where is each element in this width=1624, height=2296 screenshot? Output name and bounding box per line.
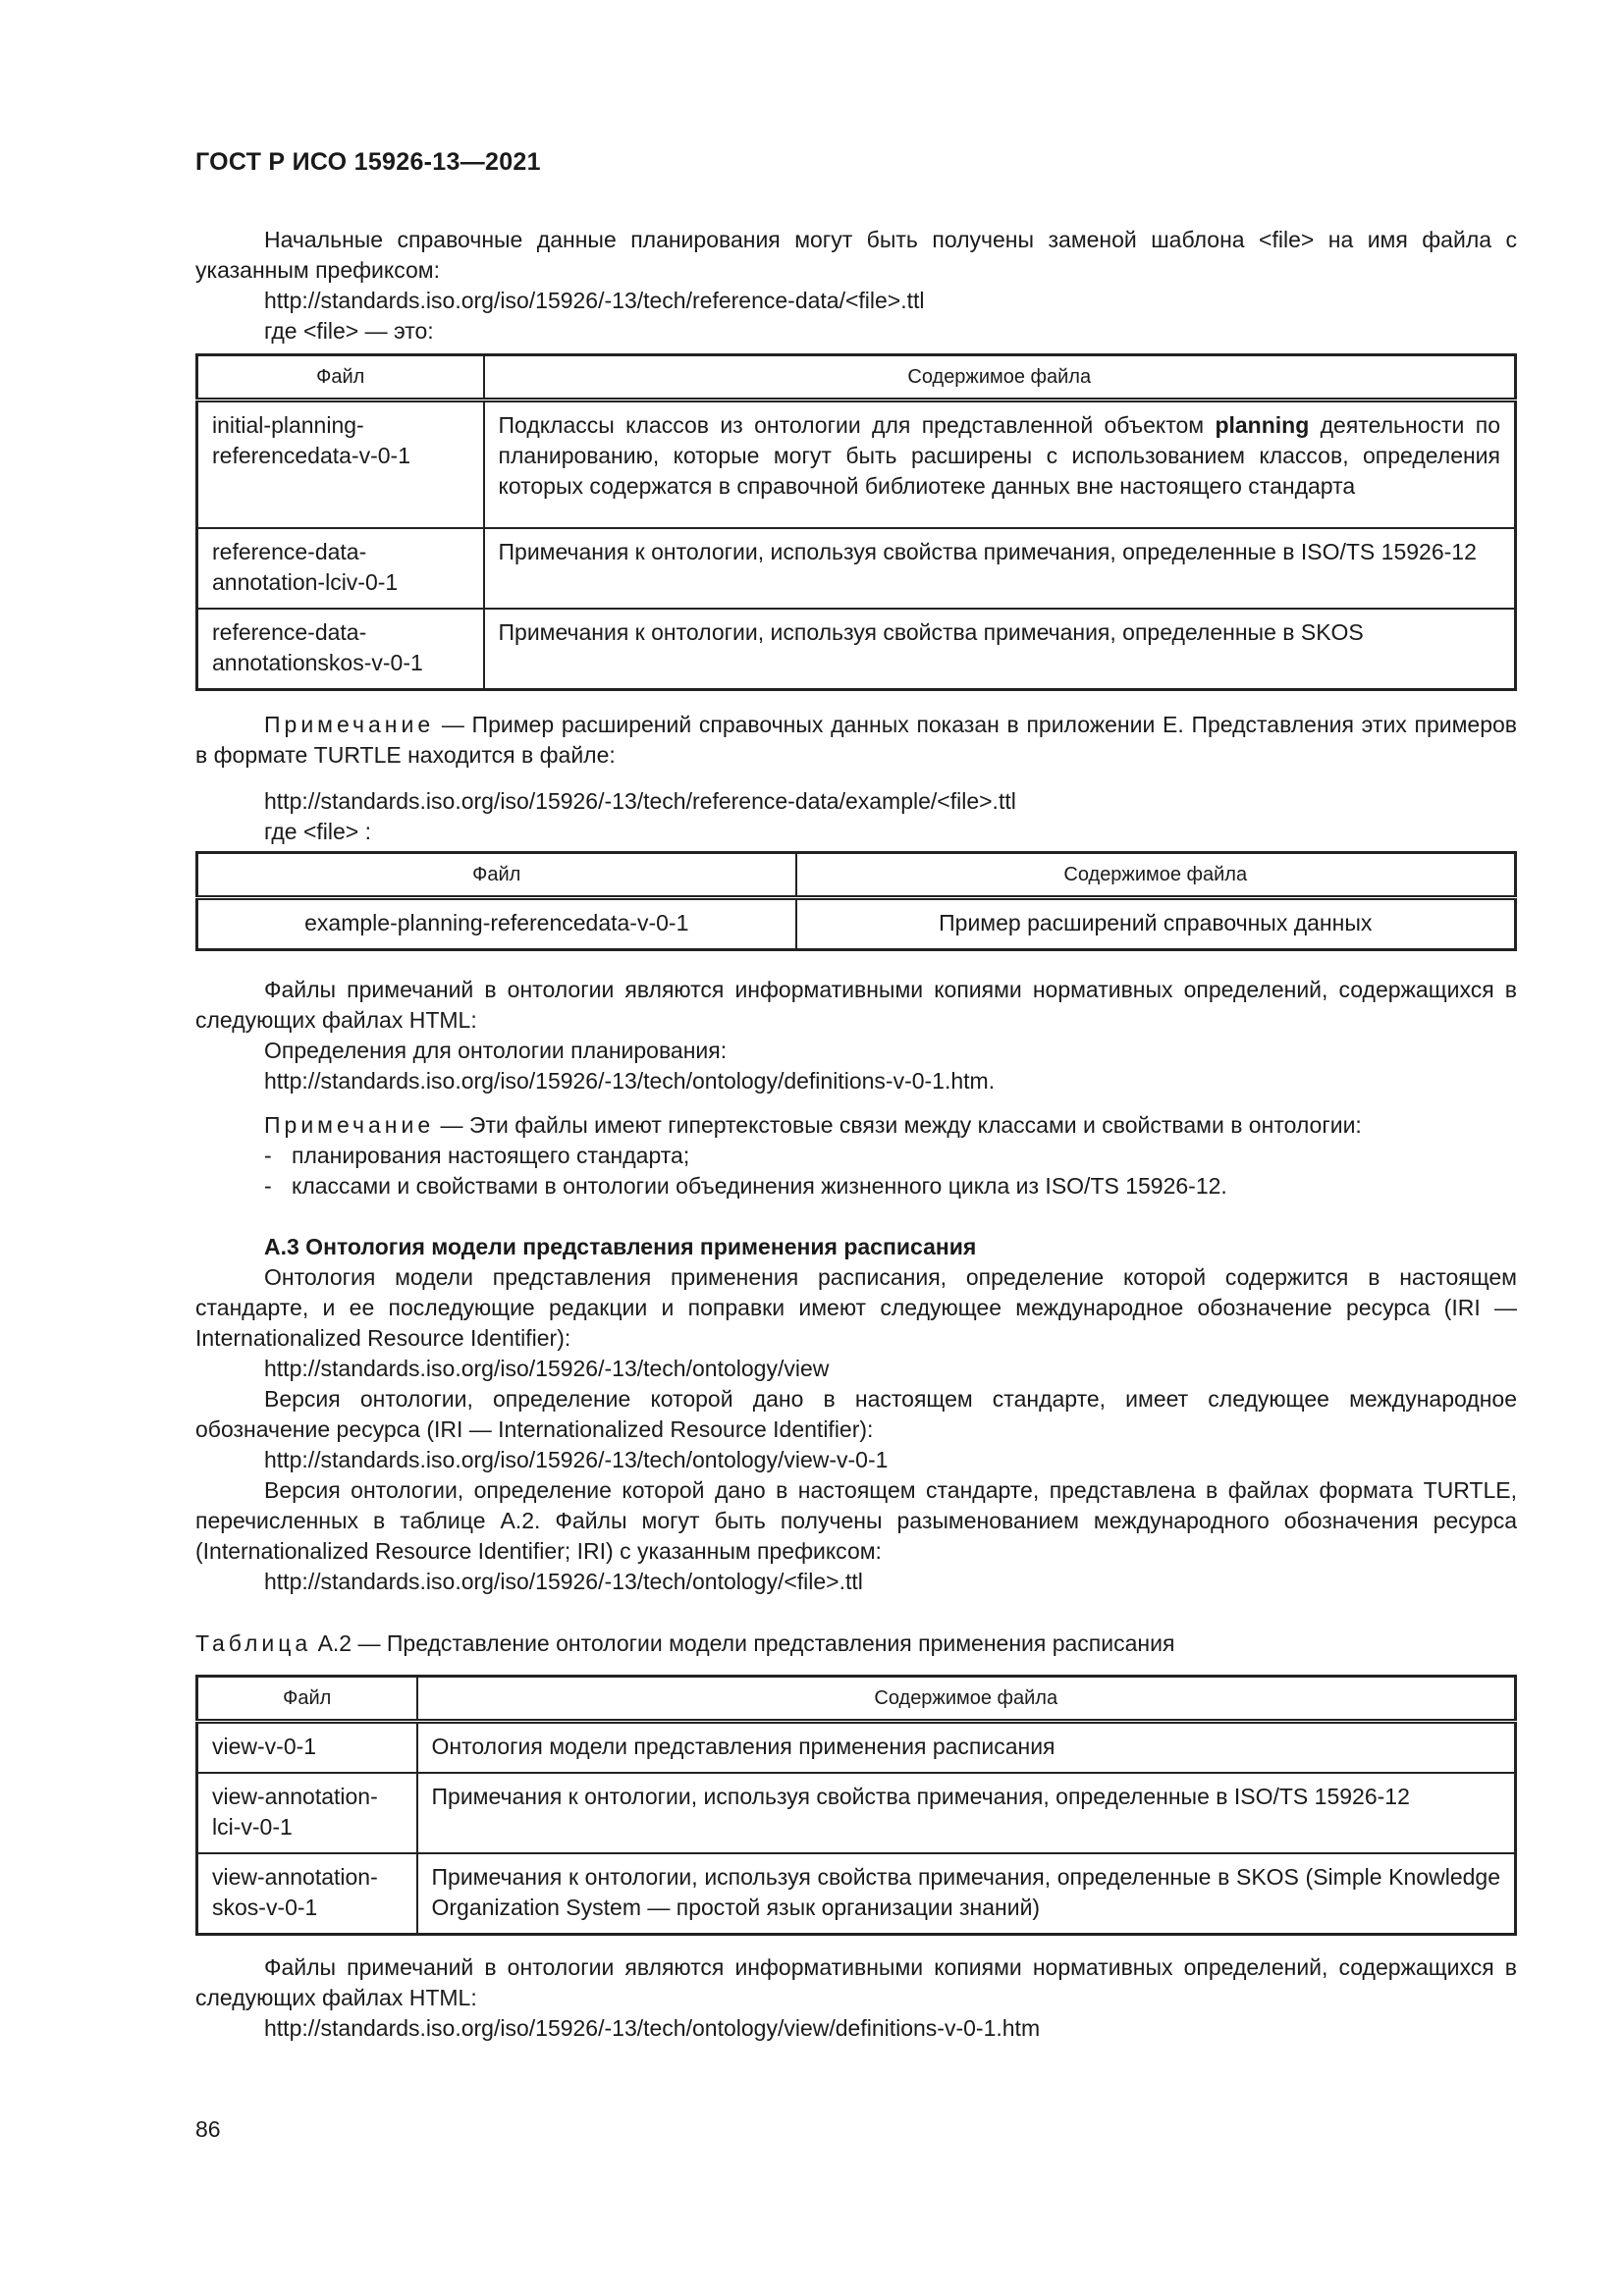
table-cell-file: reference-data-annotation-lciv-0-1 [197, 528, 484, 609]
table-row [197, 898, 1516, 950]
table-cell-file: view-annotation-lci-v-0-1 [197, 1773, 417, 1853]
table3-caption-label: Таблица [195, 1630, 312, 1656]
table-cell-file: example-planning-referencedata-v-0-1 [197, 898, 796, 950]
table2-wrap [195, 851, 1517, 951]
table-cell-file: initial-planning-referencedata-v-0-1 [197, 400, 484, 528]
intro-paragraph: Начальные справочные данные планирования могут быть получены заменой шаблона <file> на имя файла с указанным префиксом: [195, 227, 1517, 283]
section-heading: А.3 Онтология модели представления применения расписания [264, 1234, 977, 1259]
final-block [195, 1952, 1517, 2044]
table2-header-file: Файл [197, 853, 796, 898]
table3 [195, 1675, 1517, 1936]
html-files-defs-label: Определения для онтологии планирования: [264, 1038, 728, 1063]
table-row [197, 609, 1516, 690]
table-row [197, 1722, 1516, 1774]
note1-where: где <file> : [264, 819, 372, 844]
table-cell-content: Примечания к онтологии, используя свойства примечания, определенные в SKOS [484, 609, 1516, 690]
cell-text-bold: planning [1215, 412, 1310, 438]
list-item-text: классами и свойствами в онтологии объединения жизненного цикла из ISO/TS 15926-12. [292, 1173, 1227, 1199]
note2-paragraph [195, 1110, 1517, 1141]
table3-caption [195, 1629, 1517, 1659]
note2-text: — Эти файлы имеют гипертекстовые связи между классами и свойствами в онтологии: [434, 1112, 1362, 1138]
table-cell-content [484, 400, 1516, 528]
html-files-block [195, 975, 1517, 1201]
intro-block [195, 225, 1517, 347]
table3-caption-text: А.2 — Представление онтологии модели представления применения расписания [311, 1630, 1175, 1656]
note2-label: Примечание [264, 1112, 435, 1138]
intro-where: где <file> — это: [264, 318, 434, 344]
table2 [195, 851, 1517, 951]
table-cell-content: Примечания к онтологии, используя свойства примечания, определенные в ISO/TS 15926-12 [417, 1773, 1516, 1853]
table-cell-file: reference-data-annotationskos-v-0-1 [197, 609, 484, 690]
table3-wrap [195, 1675, 1517, 1936]
intro-url: http://standards.iso.org/iso/15926/-13/tech/reference-data/<file>.ttl [264, 288, 925, 313]
table1 [195, 353, 1517, 691]
section-url-2: http://standards.iso.org/iso/15926/-13/tech/ontology/view-v-0-1 [264, 1447, 889, 1472]
section-paragraph-2: Версия онтологии, определение которой дано в настоящем стандарте, имеет следующее международное обозначение ресурса (IRI — Internationalized Resource Identifier): [195, 1386, 1517, 1442]
section-url-3: http://standards.iso.org/iso/15926/-13/tech/ontology/<file>.ttl [264, 1569, 863, 1594]
final-paragraph: Файлы примечаний в онтологии являются информативными копиями нормативных определений, содержащихся в следующих файлах HTML: [195, 1954, 1517, 2010]
note1-label: Примечание [264, 712, 435, 737]
table-row [197, 400, 1516, 528]
note1-paragraph [195, 710, 1517, 771]
cell-text-a: Подклассы классов из онтологии для представленной объектом [498, 412, 1216, 438]
note1-block [195, 710, 1517, 847]
table1-header-content: Содержимое файла [484, 355, 1516, 400]
note1-url: http://standards.iso.org/iso/15926/-13/tech/reference-data/example/<file>.ttl [264, 788, 1016, 814]
table-cell-content: Примечания к онтологии, используя свойства примечания, определенные в SKOS (Simple Knowledge Organization System — простой язык организации знаний) [417, 1853, 1516, 1935]
standard-header: ГОСТ Р ИСО 15926-13—2021 [195, 148, 541, 176]
list-item-text: планирования настоящего стандарта; [292, 1143, 690, 1168]
table3-header-file: Файл [197, 1677, 417, 1722]
table3-header-content: Содержимое файла [417, 1677, 1516, 1722]
list-item: - планирования настоящего стандарта; [195, 1141, 1517, 1171]
table-cell-file: view-annotation-skos-v-0-1 [197, 1853, 417, 1935]
section-paragraph-3: Версия онтологии, определение которой дано в настоящем стандарте, представлена в файлах формата TURTLE, перечисленных в таблице А.2. Файлы могут быть получены разыменованием международного обозначения ресурса (Internationalized Resource Identifier; IRI) с указанным префиксом: [195, 1477, 1517, 1564]
table-cell-file: view-v-0-1 [197, 1722, 417, 1774]
cell-text-b: деятельности по планированию, которые могут быть расширены с использованием классов, определения которых содержатся в справочной библиотеке данных вне настоящего стандарта [498, 412, 1500, 499]
table1-header-file: Файл [197, 355, 484, 400]
table-cell-content: Примечания к онтологии, используя свойства примечания, определенные в ISO/TS 15926-12 [484, 528, 1516, 609]
note1-text: — Пример расширений справочных данных показан в приложении Е. Представления этих примеров в формате TURTLE находится в файле: [195, 712, 1517, 768]
table-row [197, 1853, 1516, 1935]
table2-header-content: Содержимое файла [796, 853, 1516, 898]
page-number: 86 [195, 2116, 221, 2142]
table1-wrap [195, 353, 1517, 691]
html-files-url: http://standards.iso.org/iso/15926/-13/tech/ontology/definitions-v-0-1.htm. [264, 1068, 996, 1094]
section-url-1: http://standards.iso.org/iso/15926/-13/tech/ontology/view [264, 1356, 830, 1381]
table-row [197, 528, 1516, 609]
section-a3 [195, 1232, 1517, 1597]
final-url: http://standards.iso.org/iso/15926/-13/tech/ontology/view/definitions-v-0-1.htm [264, 2015, 1041, 2041]
html-files-paragraph: Файлы примечаний в онтологии являются информативными копиями нормативных определений, содержащихся в следующих файлах HTML: [195, 977, 1517, 1033]
list-item: - классами и свойствами в онтологии объединения жизненного цикла из ISO/TS 15926-12. [195, 1171, 1517, 1201]
table-cell-content: Онтология модели представления применения расписания [417, 1722, 1516, 1774]
table-row [197, 1773, 1516, 1853]
table-cell-content: Пример расширений справочных данных [796, 898, 1516, 950]
section-paragraph-1: Онтология модели представления применения расписания, определение которой содержится в настоящем стандарте, и ее последующие редакции и поправки имеют следующее международное обозначение ресурса (IRI — Internationalized Resource Identifier): [195, 1264, 1517, 1351]
